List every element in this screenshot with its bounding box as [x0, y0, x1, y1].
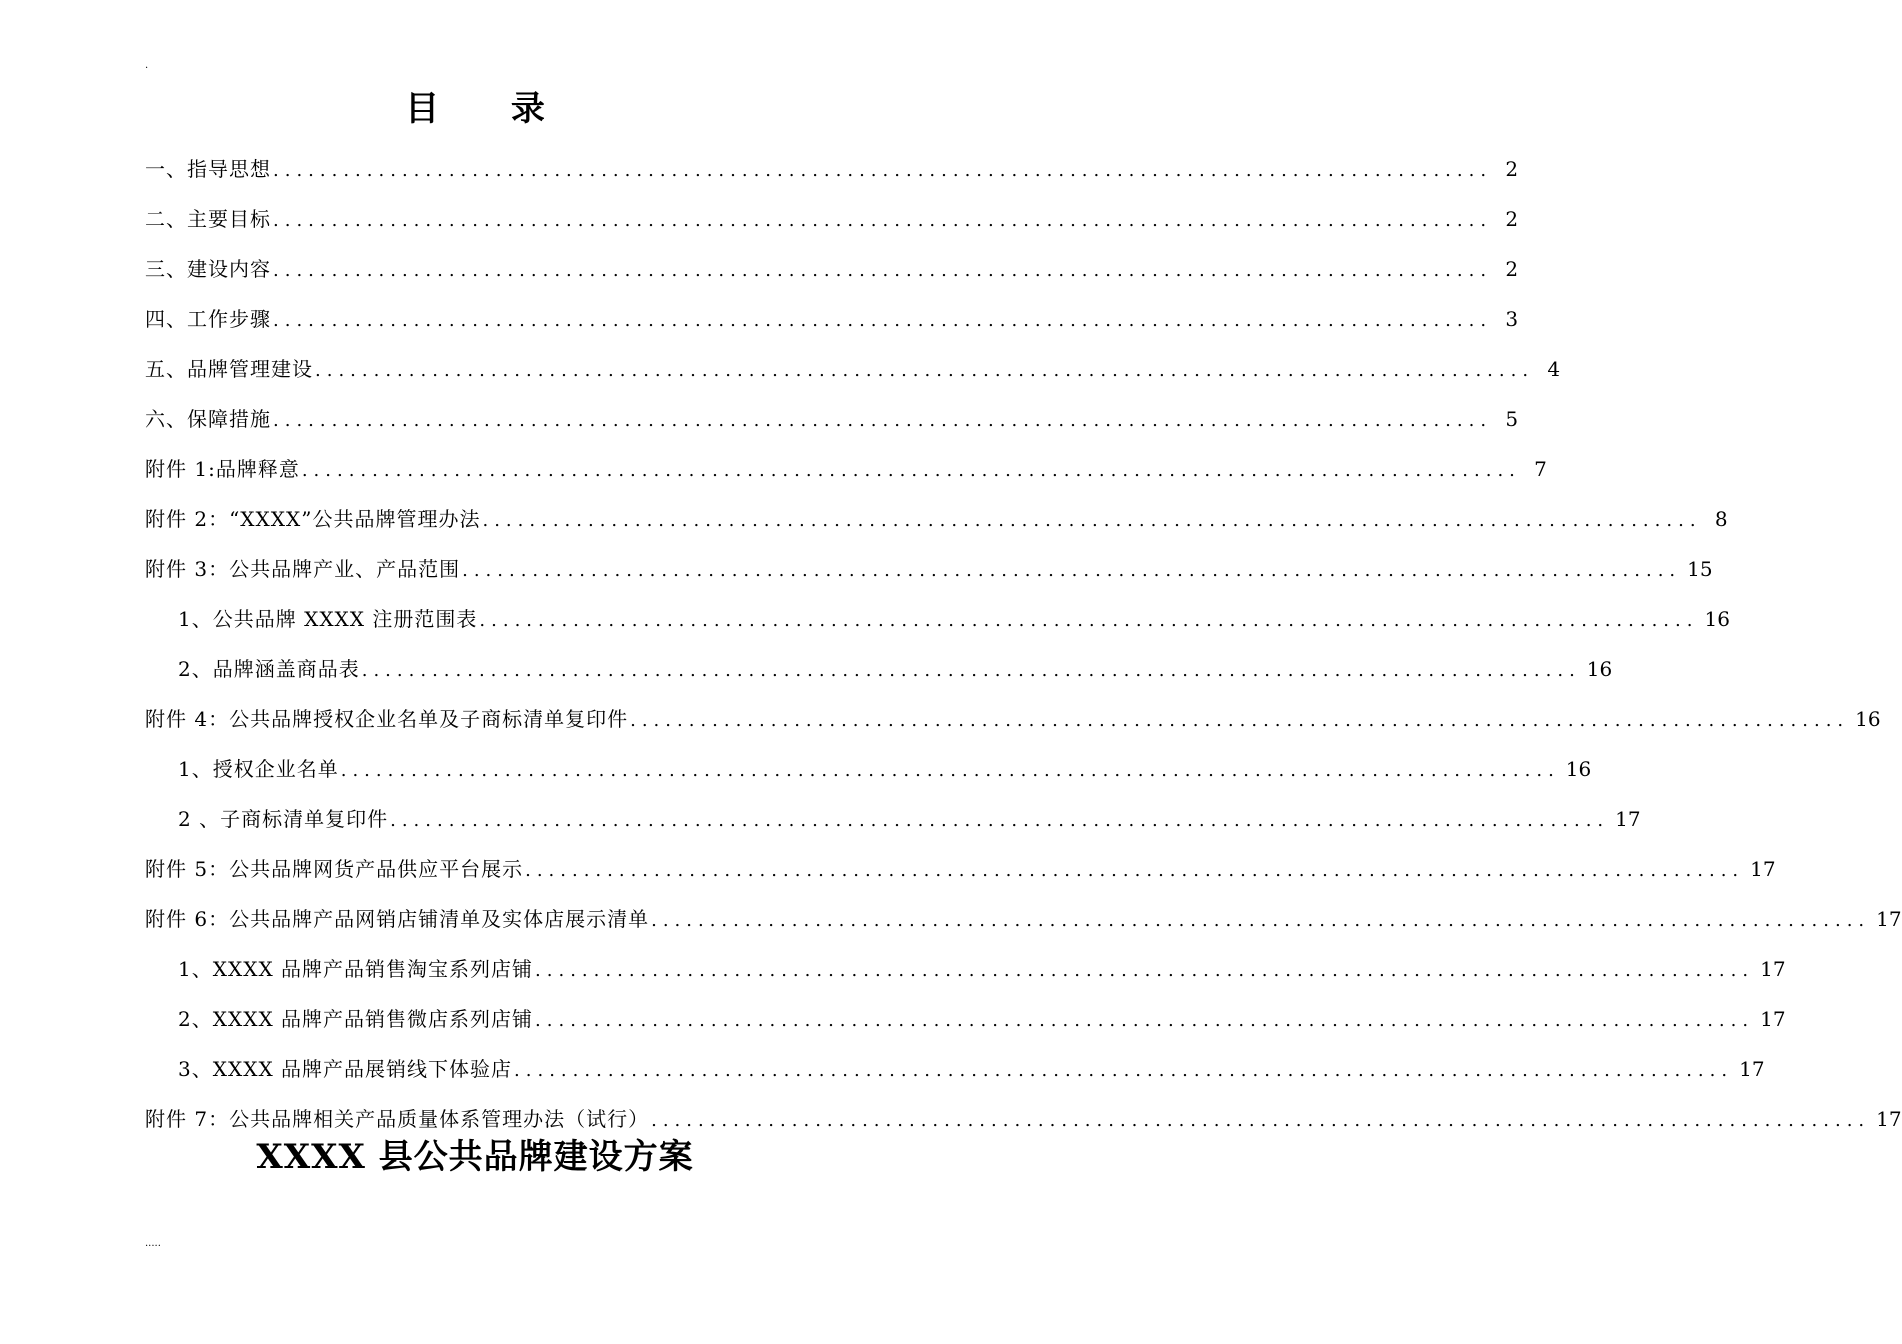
- toc-entry-page: 17: [1750, 857, 1776, 881]
- toc-entry[interactable]: 2 、子商标清单复印件 ........................................................................................................ 17: [178, 804, 810, 834]
- toc-entry[interactable]: 1、公共品牌 XXXX 注册范围表 ........................................................................................................ 16: [178, 604, 810, 634]
- toc-entry-page: 5: [1505, 407, 1519, 431]
- toc-entry-label: 五、品牌管理建设: [145, 357, 313, 381]
- toc-entry-page: 17: [1876, 907, 1902, 931]
- toc-entry[interactable]: 2、XXXX 品牌产品销售微店系列店铺 ........................................................................................................ 17: [178, 1004, 810, 1034]
- toc-entry-page: 16: [1855, 707, 1881, 731]
- toc-entry[interactable]: 1、XXXX 品牌产品销售淘宝系列店铺 ........................................................................................................ 17: [178, 954, 810, 984]
- toc-entry-page: 2: [1505, 207, 1519, 231]
- toc-entry-label: 3、XXXX 品牌产品展销线下体验店: [178, 1057, 513, 1081]
- toc-entry-label: 二、主要目标: [145, 207, 271, 231]
- toc-entry-label: 2、品牌涵盖商品表: [178, 657, 360, 681]
- toc-entry[interactable]: 附件 2：“XXXX”公共品牌管理办法 ........................................................................................................ 8: [145, 504, 810, 534]
- toc-entry[interactable]: 2、品牌涵盖商品表 ........................................................................................................ 16: [178, 654, 810, 684]
- toc-entry-label: 1、公共品牌 XXXX 注册范围表: [178, 607, 478, 631]
- toc-entry-label: 附件 6：公共品牌产品网销店铺清单及实体店展示清单: [145, 907, 650, 931]
- toc-entry-page: 3: [1505, 307, 1519, 331]
- toc-entry-page: 17: [1615, 807, 1641, 831]
- toc-entry-page: 15: [1687, 557, 1713, 581]
- toc-entry-label: 附件 5：公共品牌网货产品供应平台展示: [145, 857, 524, 881]
- toc-entry[interactable]: 附件 6：公共品牌产品网销店铺清单及实体店展示清单 ........................................................................................................ 17: [145, 904, 810, 934]
- toc-entry-page: 16: [1586, 657, 1613, 681]
- toc-entry-page: 8: [1714, 507, 1728, 531]
- footer-mark: .....: [145, 1238, 161, 1249]
- toc-entry-page: 2: [1505, 257, 1519, 281]
- document-title: XXXX 县公共品牌建设方案: [256, 1137, 694, 1177]
- toc-entry-page: 7: [1534, 457, 1547, 481]
- toc-entry-label: 附件 1:品牌释意: [145, 457, 300, 481]
- toc-entry-label: 六、保障措施: [145, 407, 271, 431]
- toc-entry[interactable]: 附件 4：公共品牌授权企业名单及子商标清单复印件 ........................................................................................................ 16: [145, 704, 810, 734]
- toc-entry-label: 附件 7：公共品牌相关产品质量体系管理办法（试行）: [145, 1107, 650, 1131]
- toc-entry-label: 2、XXXX 品牌产品销售微店系列店铺: [178, 1007, 534, 1031]
- toc-entry-label: 附件 3：公共品牌产业、产品范围: [145, 557, 461, 581]
- toc-title: 目 录: [405, 89, 575, 129]
- toc-entry[interactable]: 附件 7：公共品牌相关产品质量体系管理办法（试行） ........................................................................................................ 17: [145, 1104, 810, 1134]
- toc-entry[interactable]: 附件 5：公共品牌网货产品供应平台展示 ........................................................................................................ 17: [145, 854, 810, 884]
- toc-entry-label: 附件 2：“XXXX”公共品牌管理办法: [145, 507, 481, 531]
- toc-entry-label: 附件 4：公共品牌授权企业名单及子商标清单复印件: [145, 707, 629, 731]
- toc-entry[interactable]: 1、授权企业名单 ........................................................................................................ 16: [178, 754, 810, 784]
- toc-entry-page: 17: [1760, 957, 1786, 981]
- toc-entry[interactable]: 六、保障措施 ........................................................................................................ 5: [145, 404, 805, 434]
- toc-entry[interactable]: 五、品牌管理建设 ........................................................................................................ 4: [145, 354, 805, 384]
- toc-entry-page: 16: [1565, 757, 1592, 781]
- toc-entry[interactable]: 四、工作步骤 ........................................................................................................ 3: [145, 304, 805, 334]
- toc-entry[interactable]: 一、指导思想 ........................................................................................................ 2: [145, 154, 805, 184]
- toc-entry-label: 2 、子商标清单复印件: [178, 807, 389, 831]
- toc-entry-page: 17: [1739, 1057, 1765, 1081]
- toc-entry-label: 1、XXXX 品牌产品销售淘宝系列店铺: [178, 957, 534, 981]
- toc-entry[interactable]: 三、建设内容 ........................................................................................................ 2: [145, 254, 805, 284]
- toc-entry-label: 三、建设内容: [145, 257, 271, 281]
- toc-entry[interactable]: 附件 3：公共品牌产业、产品范围 ........................................................................................................ 15: [145, 554, 810, 584]
- toc-entry-label: 四、工作步骤: [145, 307, 271, 331]
- toc-entry-label: 1、授权企业名单: [178, 757, 339, 781]
- toc-entry-page: 17: [1760, 1007, 1786, 1031]
- toc-entry-page: 16: [1704, 607, 1730, 631]
- toc-entry-page: 2: [1505, 157, 1519, 181]
- header-mark: .: [145, 60, 149, 71]
- toc-entry-page: 4: [1547, 357, 1561, 381]
- toc-entry[interactable]: 附件 1:品牌释意 ........................................................................................................ 7: [145, 454, 805, 484]
- toc-entry-page: 17: [1876, 1107, 1902, 1131]
- toc-entry[interactable]: 3、XXXX 品牌产品展销线下体验店 ........................................................................................................ 17: [178, 1054, 810, 1084]
- toc-entry-label: 一、指导思想: [145, 157, 271, 181]
- toc-entry[interactable]: 二、主要目标 ........................................................................................................ 2: [145, 204, 805, 234]
